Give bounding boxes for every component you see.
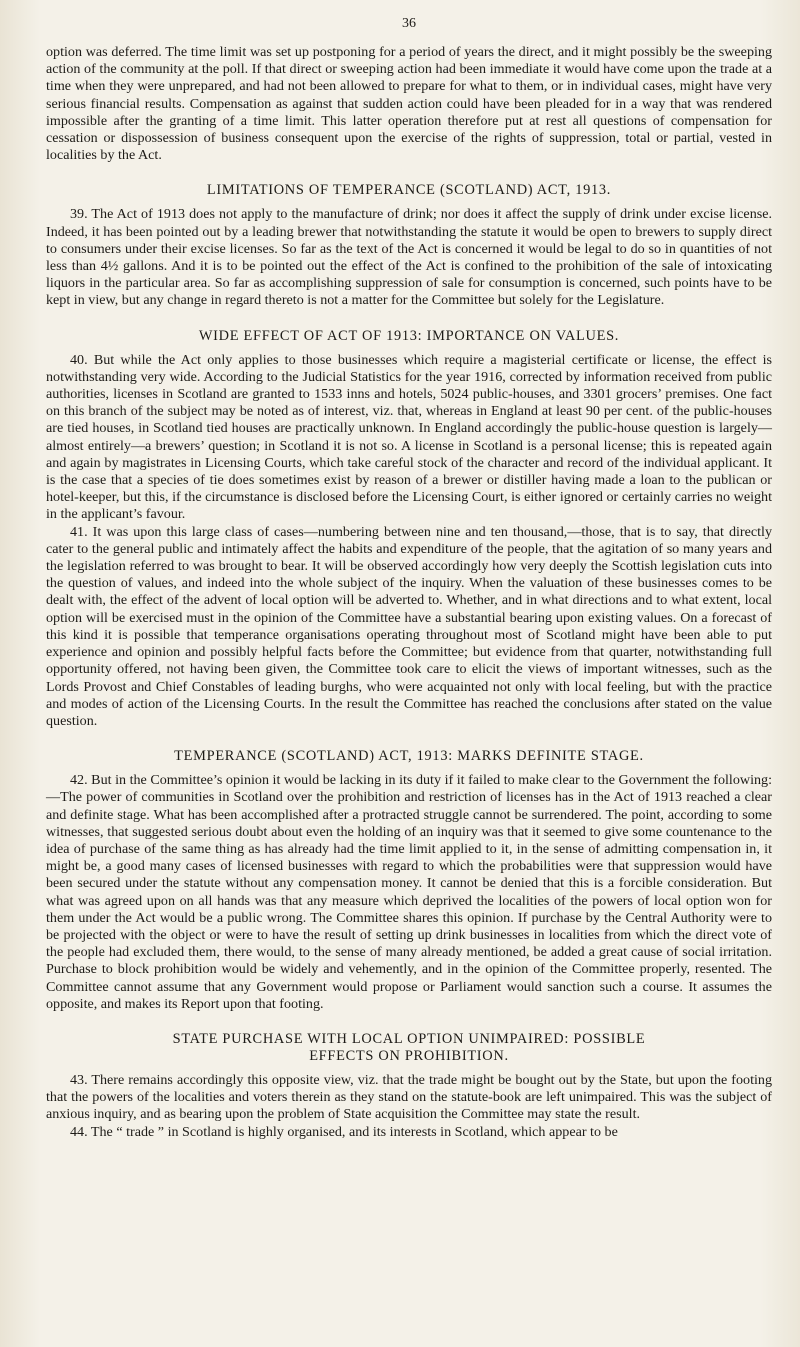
paragraph-41: 41. It was upon this large class of cases—numbering between nine and ten thousand,—those, that is to say, that directly cater to the general public and intimately affect the habits and expenditure of the people, that the agitation of so many years and the legislation referred to was brought to bear. It will be observed accordingly how very deeply the Scottish legislation cuts into the question of values, and indeed into the whole subject of the inquiry. When the valuation of these businesses comes to be dealt with, the effect of the advent of local option will be adverted to. Whether, and in what directions and to what extent, local option will be exercised must in the opinion of the Committee have a substantial bearing upon existing values. On a forecast of this kind it is possible that temperance organisations operating throughout most of Scotland might have been able to put experience and opinion and possibly helpful facts before the Committee; but evidence from that quarter, notwithstanding full opportunity offered, not having been given, the Committee took care to elicit the views of important witnesses, such as the Lords Provost and Chief Constables of leading burghs, who were acquainted not only with local feeling, but with the practice and modes of action of the Licensing Courts. In the result the Committee has reached the conclusions after stated on the value question. xyxy=(46,523,772,729)
paragraph-40: 40. But while the Act only applies to those businesses which require a magisterial certificate or license, the effect is notwithstanding very wide. According to the Judicial Statistics for the year 1916, corrected by information received from public authorities, licenses in Scotland are granted to 1533 inns and hotels, 5024 public-houses, and 3301 grocers’ premises. One fact on this branch of the subject may be noted as of interest, viz. that, whereas in England at least 90 per cent. of the public-houses are tied houses, in Scotland tied houses are practically unknown. In England accordingly the public-house question is largely—almost entirely—a brewers’ question; in Scotland it is not so. A license in Scotland is a personal license; this is repeated again and again by magistrates in Licensing Courts, which take careful stock of the character and record of the individual applicant. It is the case that a species of tie does sometimes exist by reason of a brewer or distiller having made a loan to the publican or hotel-keeper, but this, if the circumstance is disclosed before the Licensing Court, is either ignored or certainly carries no weight in the applicant’s favour. xyxy=(46,351,772,523)
section-heading-state-purchase xyxy=(46,1031,772,1065)
section-heading-wide-effect xyxy=(46,328,772,345)
paragraph-39: 39. The Act of 1913 does not apply to the manufacture of drink; nor does it affect the supply of drink under excise license. Indeed, it has been pointed out by a leading brewer that notwithstanding the statute it would be open to brewers to supply direct to consumers under their excise licenses. So far as the text of the Act is concerned it would be legal to do so in quantities of not less than 4½ gallons. And it is to be pointed out the effect of the Act is confined to the prohibition of the sale of intoxicating liquors in the particular area. So far as accomplishing suppression of sale for consumption is concerned, such points have to be kept in view, but any change in regard thereto is not a matter for the Committee but solely for the Legislature. xyxy=(46,206,772,309)
heading-text: TEMPERANCE (SCOTLAND) ACT, 1913: MARKS DEFINITE STAGE. xyxy=(174,748,644,765)
paragraph-42: 42. But in the Committee’s opinion it would be lacking in its duty if it failed to make clear to the Government the following:—The power of communities in Scotland over the prohibition and restriction of licenses has in the Act of 1913 reached a clear and definite stage. What has been accomplished after a protracted struggle cannot be surrendered. The point, according to some witnesses, that suggested serious doubt about even the holding of an inquiry was that it seemed to give some countenance to the idea of purchase of the same thing as has already had the time limit applied to it, in the sense of admitting compensation in, it might be, a good many cases of licensed businesses with regard to which the probabilities were that suppression would have been secured under the statute without any compensation money. It cannot be denied that this is a forcible consideration. But what was agreed upon on all hands was that any measure which deprived the localities of the powers of local option won for them under the Act would be a public wrong. The Committee shares this opinion. If purchase by the Central Authority were to be projected with the object or were to have the result of setting up drink businesses in localities from which the direct vote of the people had excluded them, there would, to the sense of many already mentioned, be added a great cause of social irritation. Purchase to block prohibition would be widely and vehemently, and in the opinion of the Committee properly, resented. The Committee cannot assume that any Government would propose or Parliament would sanction such a course. It assumes the opposite, and makes its Report upon that footing. xyxy=(46,772,772,1012)
heading-text: STATE PURCHASE WITH LOCAL OPTION UNIMPAIRED: POSSIBLE xyxy=(172,1030,646,1047)
heading-subline: EFFECTS ON PROHIBITION. xyxy=(309,1047,509,1064)
section-heading-limitations xyxy=(46,182,772,199)
intro-paragraph: option was deferred. The time limit was set up postponing for a period of years the direct, and it might possibly be the sweeping action of the community at the poll. If that direct or sweeping action had been immediate it would have come upon the trade at a time when they were unprepared, and had not been allowed to prepare for what to them, or in individual cases, might have very serious financial results. Compensation as against that sudden action could have been pleaded for in a way that was rendered impossible after the granting of a time limit. This latter operation therefore put at rest all questions of compensation for cessation or dispossession of business consequent upon the exercise of the rights of suppression, total or partial, vested in localities by the Act. xyxy=(46,44,772,164)
paragraph-44: 44. The “ trade ” in Scotland is highly organised, and its interests in Scotland, which appear to be xyxy=(70,1123,618,1140)
paragraph-43: 43. There remains accordingly this opposite view, viz. that the trade might be bought out by the State, but upon the footing that the powers of the localities and voters therein as they stand on the statute-book are left unimpaired. This was the subject of anxious inquiry, and as bearing upon the problem of State acquisition the Committee may state the result. xyxy=(46,1071,772,1123)
page-number: 36 xyxy=(402,16,416,31)
section-heading-definite-stage xyxy=(46,748,772,765)
heading-text: WIDE EFFECT OF ACT OF 1913: IMPORTANCE ON VALUES. xyxy=(198,327,620,344)
heading-text: LIMITATIONS OF TEMPERANCE (SCOTLAND) ACT, 1913. xyxy=(206,182,612,199)
